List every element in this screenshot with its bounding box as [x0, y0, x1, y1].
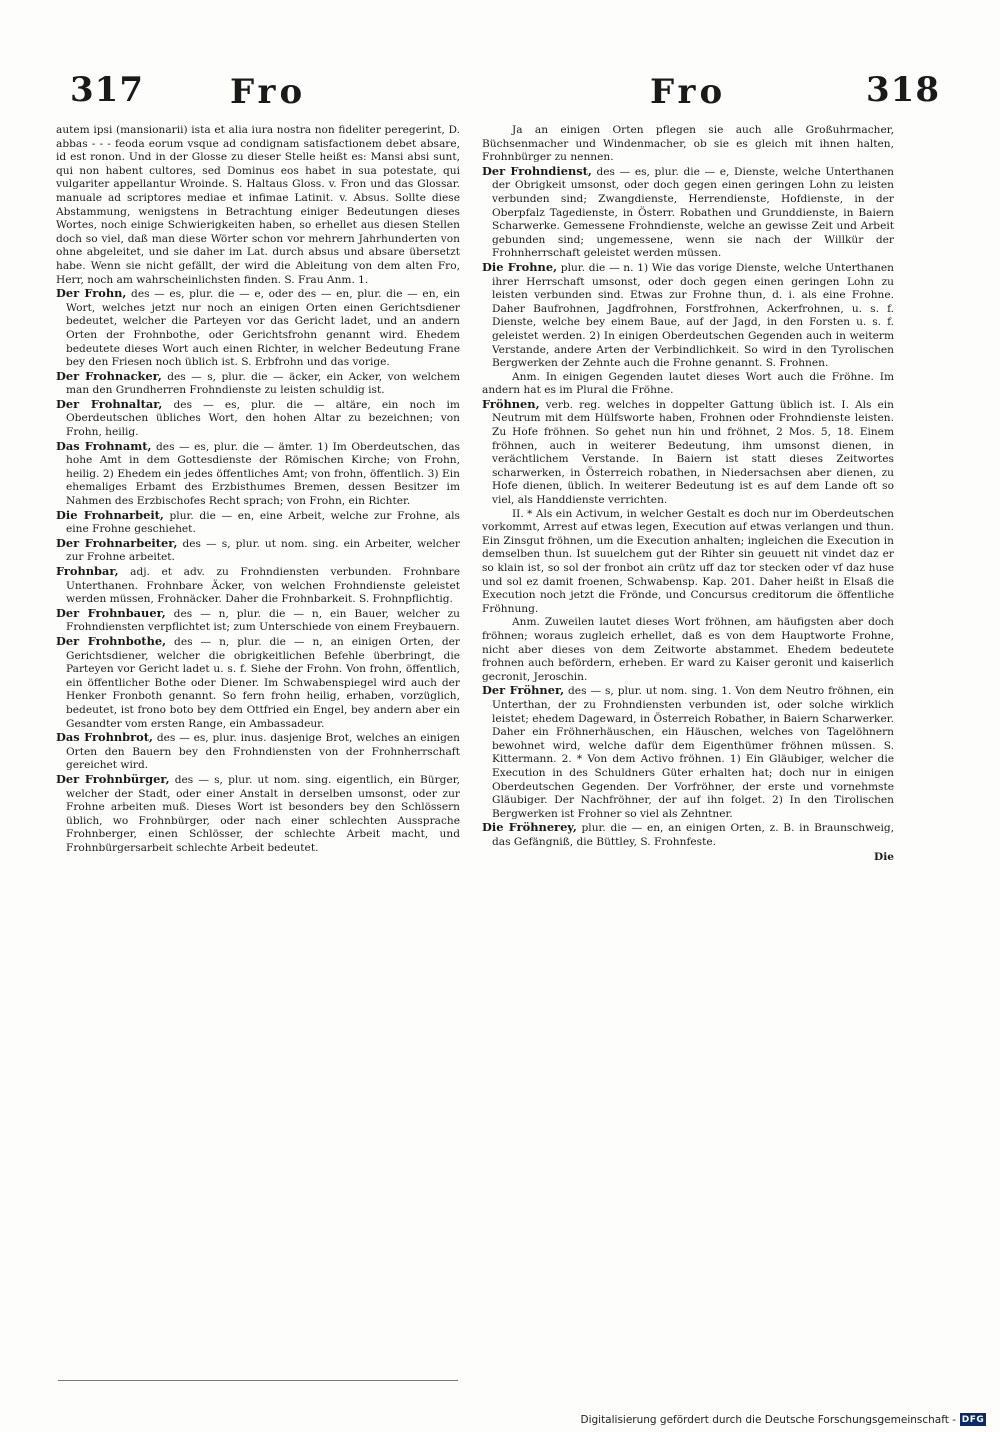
dictionary-entry	[56, 773, 460, 856]
entry-headword: Die Frohne,	[482, 259, 558, 274]
entry-definition: verb. reg. welches in doppelter Gattung üblich ist. I. Als ein Neutrum mit dem Hülfsworte haben, Frohnen oder Frohndienste leisten. Zu Hofe fröhnen. So gehet nun hin und fröhnet, 2 Mos. 5, 18. Einem fröhnen, auch in weiterer Bedeutung, ihm umsonst dienen, in verächtlichem Verstande. In Baiern ist statt dieses Zeitwortes scharwerken, in Österreich robathen, in Niedersachsen aber dienen, zu Hofe dienen, üblich. In weiterer Bedeutung ist es auf dem Lande oft so viel, als Handdienste verrichten.	[492, 398, 894, 507]
left-column	[56, 124, 460, 855]
entry-headword: Der Frohnbothe,	[56, 633, 167, 648]
page-header	[60, 70, 940, 120]
dictionary-entry	[56, 287, 460, 370]
entry-headword: Fröhnen,	[482, 396, 540, 411]
entry-definition: plur. die — en, eine Arbeit, welche zur Frohne, als eine Frohne geschiehet.	[66, 509, 460, 536]
entry-definition: des — es, plur. die — e, Dienste, welche Unterthanen der Obrigkeit umsonst, oder doch gegen einen geringen Lohn zu leisten verbunden sind; Zwangdienste, Herrendienste, Hofdienste, in der Oberpfalz Tagedienste, in Österr. Robathen und Grunddienste, in Baiern Scharwerke. Gemessene Frohndienste, welche an gewisse Zeit und Arbeit gebunden sind; ungemessene, wenn sie nach der Willkür der Frohnherrschaft geleistet werden müssen.	[492, 165, 894, 260]
entry-definition: des — n, plur. die — n, an einigen Orten, der Gerichtsdiener, welcher die obrigkeitlichen Befehle überbringt, die Parteyen vor Gericht ladet u. s. f. Siehe der Frohn. Von frohn, öffentlich, ein öffentlicher Bothe oder Diener. Im Schwabenspiegel wird auch der Henker Fronboth genannt. So fern frohn heilig, erhaben, vorzüglich, bedeutet, ist frono boto bey dem Ottfried ein Engel, bey andern aber ein Gesandter vom ersten Range, ein Ambassadeur.	[66, 635, 460, 730]
entry-definition: des — s, plur. ut nom. sing. 1. Von dem Neutro fröhnen, ein Unterthan, der zu Frohndiensten verbunden ist, oder solche wirklich leistet; ehedem Dageward, in Österreich Robather, in Baiern Scharwerker. Daher ein Fröhnerhäuschen, ein Häuschen, welches von Tagelöhnern bewohnet wird, welche dafür dem Eigenthümer fröhnen müssen. S. Kittermann. 2. * Von dem Activo fröhnen. 1) Ein Gläubiger, welcher die Execution in des Schuldners Güter erhalten hat; doch nur in einigen Oberdeutschen Gegenden. Der Vorfröhner, der erste und vornehmste Gläubiger. Der Nachfröhner, der auf ihn folget. 2) In den Tirolischen Bergwerken ist Frohner so viel als Zehntner.	[492, 685, 894, 820]
entry-definition: des — s, plur. ut nom. sing. eigentlich, ein Bürger, welcher der Stadt, oder einer Anstalt in derselben umsonst, oder zur Frohne arbeiten muß. Dieses Wort ist besonders bey den Schlössern üblich, wo Frohnbürger, oder nach einer schlechten Aussprache Frohnberger, einen Schlösser, der schlechte Arbeit macht, und Frohnbürgersarbeit schlechte Arbeit bedeutet.	[66, 773, 460, 854]
entry-definition: plur. die — en, an einigen Orten, z. B. in Braunschweig, das Gefängniß, die Büttley, S. Frohnfeste.	[492, 822, 894, 848]
dictionary-entry	[482, 261, 894, 371]
dictionary-entry	[482, 821, 894, 849]
page-number-left: 317	[70, 70, 144, 110]
entry-headword: Das Frohnbrot,	[56, 730, 153, 745]
dictionary-entry	[56, 607, 460, 635]
entry-headword: Der Frohnarbeiter,	[56, 535, 178, 550]
dictionary-entry	[56, 509, 460, 537]
right-column	[482, 124, 894, 865]
entry-headword: Der Frohnbauer,	[56, 605, 166, 620]
entry-headword: Der Frohndienst,	[482, 163, 592, 178]
page-number-right: 318	[866, 70, 940, 110]
entry-definition: des — s, plur. die — äcker, ein Acker, von welchem man den Grundherren Frohndienste zu leisten schuldig ist.	[66, 370, 460, 397]
entry-remark: II. * Als ein Activum, in welcher Gestalt es doch nur im Oberdeutschen vorkommt, Arrest auf etwas legen, Execution auf etwas verlangen und thun. Ein Zinsgut fröhnen, um die Execution anhalten; ingleichen die Execution in demselben thun. Ist suuelchem gut der Rihter sin geuuett nit vindet daz er so klain ist, so sol der fronbot ain crütz uff daz tor stecken oder vf daz huse und sol ez damit froenen, Schwabensp. Kap. 201. Daher heißt in Elsaß die Execution noch jetzt die Frönde, und Concursus creditorum die öffentliche Fröhnung.	[482, 507, 894, 615]
entry-headword: Der Frohnbürger,	[56, 771, 170, 786]
dictionary-entry	[56, 635, 460, 731]
dictionary-entry	[56, 440, 460, 509]
running-head-left: Fro	[230, 72, 307, 112]
footer-text: Digitalisierung gefördert durch die Deutsche Forschungsgemeinschaft -	[580, 1413, 956, 1426]
dictionary-entry	[56, 370, 460, 398]
dictionary-entry	[56, 398, 460, 440]
entry-headword: Die Fröhnerey,	[482, 820, 577, 835]
entry-headword: Der Frohnaltar,	[56, 396, 163, 411]
entry-headword: Die Frohnarbeit,	[56, 507, 164, 522]
entry-definition: adj. et adv. zu Frohndiensten verbunden. Frohnbare Unterthanen. Frohnbare Äcker, von welchen Frohndienste geleistet werden müssen, Frohnäcker. Daher die Frohnbarkeit. S. Frohnpflichtig.	[66, 566, 460, 606]
entry-headword: Der Fröhner,	[482, 683, 565, 698]
dictionary-entry	[56, 731, 460, 773]
running-head-right: Fro	[650, 72, 727, 112]
dictionary-entry	[56, 565, 460, 607]
entry-remark: Anm. Zuweilen lautet dieses Wort fröhnen, am häufigsten aber doch fröhnen; woraus zugleich erhellet, daß es von dem Hauptworte Frohne, nicht aber dieses von dem Zeitworte abstammet. Ehedem bedeutete frohnen auch befördern, erheben. Er ward zu Kaiser geronit und kaiserlich gecronit, Jeroschin.	[482, 616, 894, 683]
entry-headword: Das Frohnamt,	[56, 438, 152, 453]
entry-remark: Ja an einigen Orten pflegen sie auch alle Großuhrmacher, Büchsenmacher und Windenmacher, ob sie es gleich mit ihnen halten, Frohnbürger zu nennen.	[482, 124, 894, 164]
entry-headword: Frohnbar,	[56, 564, 119, 578]
dictionary-entry	[482, 398, 894, 508]
entry-headword: Der Frohn,	[56, 286, 127, 301]
dictionary-entry	[482, 684, 894, 821]
catchword: Die	[874, 851, 894, 864]
dictionary-entry	[56, 537, 460, 565]
entry-definition: des — s, plur. ut nom. sing. ein Arbeiter, welcher zur Frohne arbeitet.	[66, 537, 460, 564]
entry-definition: des — es, plur. die — e, oder des — en, plur. die — en, ein Wort, welches jetzt nur noch an einigen Orten einen Gerichtsdiener bedeutet, welcher die Parteyen vor das Gericht ladet, und an andern Orten der Frohnbothe, oder Gerichtsfrohn genannt wird. Ehedem bedeutete dieses Wort auch einen Richter, in welcher Bedeutung Frane bey den Friesen noch üblich ist. S. Erbfrohn und das vorige.	[66, 288, 461, 369]
footer-rule	[58, 1380, 458, 1381]
entry-definition: plur. die — n. 1) Wie das vorige Dienste, welche Unterthanen ihrer Herrschaft umsonst, oder doch gegen einen geringen Lohn zu leisten verbunden sind. Etwas zur Frohne thun, d. i. als eine Frohne. Daher Baufrohnen, Jagdfrohnen, Forstfrohnen, Ackerfrohnen, u. s. f. Dienste, welche bey einem Baue, auf der Jagd, in den Forsten u. s. f. geleistet werden. 2) In einigen Oberdeutschen Gegenden auch in weiterm Verstande, andere Arten der Verbindlichkeit. So wird in den Tyrolischen Bergwerken der Zehnte auch die Frohne genannt. S. Frohnen.	[492, 261, 894, 370]
continued-text: autem ipsi (mansionarii) ista et alia iura nostra non fideliter peregerint, D. abbas - - - feoda eorum vsque ad condignam satisfactionem debet absare, id est ronon. Und in der Glosse zu dieser Stelle heißt es: Mansi absi sunt, qui non habent cultores, sed Dominus eos habet in sua potestate, qui vulgariter appellantur Wroinde. S. Haltaus Gloss. v. Fron und das Glossar. manuale ad scriptores mediae et infimae Latinit. v. Absus. Sollte diese Abstammung, wenigstens in Betrachtung einiger Bedeutungen dieses Wortes, noch einige Schwierigkeiten haben, so erhellet aus diesen Stellen doch so viel, daß man diese Wörter schon vor mehrern Jahrhunderten von ohne abgeleitet, und sie daher im Lat. durch absus und absare übersetzt habe. Wenn sie nicht gefällt, der wird die Ableitung von dem alten Fro, Herr, noch am wahrscheinlichsten finden. S. Frau Anm. 1.	[56, 124, 460, 286]
entry-definition: des — es, plur. inus. dasjenige Brot, welches an einigen Orten den Bauern bey den Frohndiensten von der Frohnherrschaft gereichet wird.	[66, 732, 460, 772]
entry-definition: des — n, plur. die — n, ein Bauer, welcher zu Frohndiensten verpflichtet ist; zum Unterschiede von einem Freybauern.	[66, 607, 460, 634]
footer	[580, 1413, 986, 1426]
entry-headword: Der Frohnacker,	[56, 368, 162, 383]
entry-remark: Anm. In einigen Gegenden lautet dieses Wort auch die Fröhne. Im andern hat es im Plural die Fröhne.	[482, 370, 894, 397]
dictionary-entry	[482, 165, 894, 261]
entry-definition: des — es, plur. die — ämter. 1) Im Oberdeutschen, das hohe Amt in dem Gottesdienste der Römischen Kirche; von Frohn, heilig. 2) Ehedem ein jedes öffentliches Amt; von frohn, öffentlich. 3) Ein ehemaliges Erbamt des Erzbisthumes Bremen, dessen Besitzer im Nahmen des Erzbischofes Recht sprach; von Frohn, ein Richter.	[66, 440, 460, 508]
dfg-logo-icon: DFG	[961, 1414, 985, 1425]
entry-definition: des — es, plur. die — altäre, ein noch im Oberdeutschen übliches Wort, den hohen Altar zu bezeichnen; von Frohn, heilig.	[66, 398, 460, 439]
